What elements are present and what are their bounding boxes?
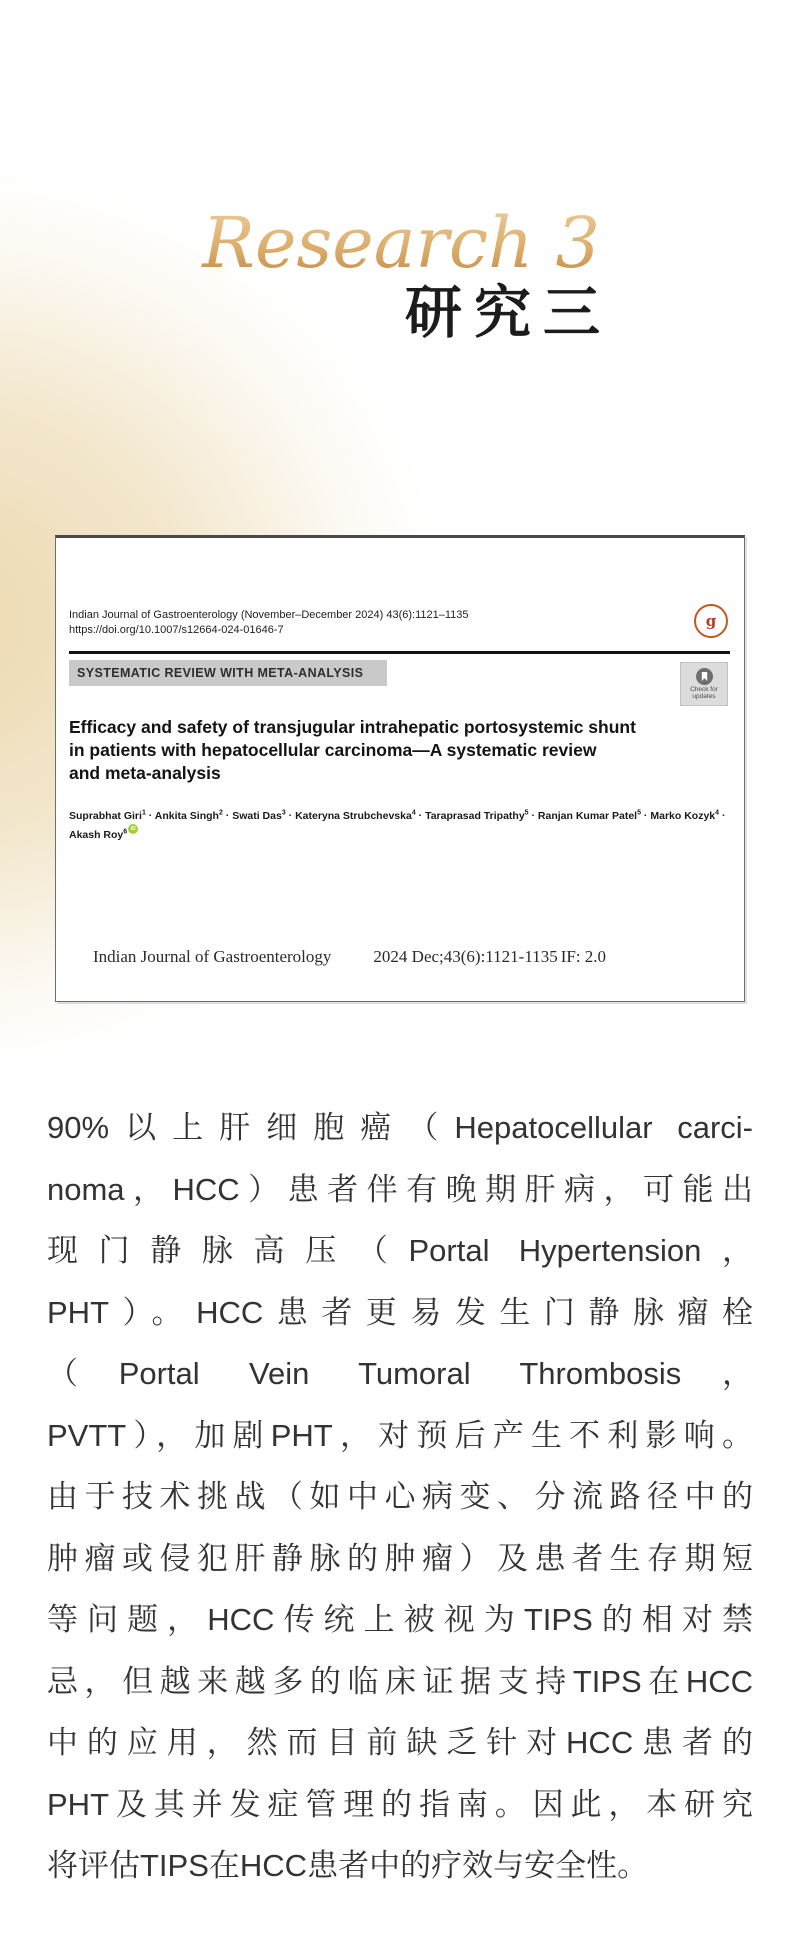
paragraph-line: （Portal Vein Tumoral Thrombosis，: [47, 1356, 753, 1391]
journal-logo-glyph: g: [705, 612, 717, 630]
journal-logo-icon: [694, 604, 728, 638]
paragraph-line: 肿瘤或侵犯肝静脉的肿瘤）及患者生存期短: [47, 1540, 753, 1576]
banner-row: [69, 660, 730, 700]
author-name: Suprabhat Giri$^1$: [69, 809, 146, 822]
author-name: Ranjan Kumar Patel$^5$: [537, 809, 642, 822]
paper-doi-link[interactable]: https://doi.org/10.1007/s12664-024-01646-7: [69, 624, 284, 636]
author-name: Taraprasad Tripathy$^5$: [425, 809, 529, 822]
paragraph-line: 忌，但越来越多的临床证据支持TIPS在HCC: [47, 1663, 753, 1699]
paragraph-line: 由于技术挑战（如中心病变、分流路径中的: [47, 1479, 753, 1514]
paragraph-line: noma，HCC）患者伴有晚期肝病，可能出: [47, 1171, 753, 1207]
bookmark-icon: [696, 668, 713, 685]
paper-header-text: [69, 608, 469, 638]
summary-paragraph: [47, 1097, 753, 1897]
check-for-updates-badge[interactable]: [680, 662, 728, 706]
author-name: Marko Kozyk$^4$: [650, 809, 720, 822]
paper-title-line: in patients with hepatocellular carcinoma—A systematic review: [69, 740, 597, 760]
author-name: Akash Roy$^6$: [69, 828, 128, 841]
paper-header-row: [69, 608, 730, 638]
paragraph-line: PHT及其并发症管理的指南。因此，本研究: [47, 1786, 753, 1822]
paragraph-line: PHT）。HCC患者更易发生门静脉瘤栓: [47, 1294, 753, 1330]
paper-title-line: Efficacy and safety of transjugular intrahepatic portosystemic shunt: [69, 717, 636, 737]
author-name: Kateryna Strubchevska$^4$: [295, 809, 416, 822]
paragraph-line: 将评估TIPS在HCC患者中的疗效与安全性。: [47, 1848, 649, 1883]
section-header: [0, 200, 612, 346]
citation-impact-factor: IF: 2.0: [560, 947, 607, 966]
citation-journal: Indian Journal of Gastroenterology: [93, 947, 332, 966]
orcid-icon[interactable]: [128, 824, 138, 834]
paragraph-line: 等问题，HCC传统上被视为TIPS的相对禁: [47, 1602, 753, 1637]
paragraph-line: PVTT），加剧PHT，对预后产生不利影响。: [47, 1417, 753, 1453]
paper-journal-line: Indian Journal of Gastroenterology (November–December 2024) 43(6):1121–1135: [69, 609, 469, 621]
paragraph-line: 现门静脉高压（Portal Hypertension，: [47, 1233, 753, 1268]
paper-screenshot-card: [55, 535, 745, 1002]
article-type-banner: SYSTEMATIC REVIEW WITH META-ANALYSIS: [69, 660, 387, 686]
citation-line: [69, 947, 730, 967]
check-badge-label: Check for updates: [690, 686, 718, 700]
paper-title: [69, 716, 730, 785]
paper-authors: Suprabhat Giri$^1$ · Ankita Singh$^2$ · Swati Das$^3$ · Kateryna Strubchevska$^4$ · Taraprasad Tripathy$^5$ · Ranjan Kumar Patel$^5$ · Marko Kozyk$^4$ · Akash Roy$^6$iD: [69, 805, 730, 843]
paragraph-line: 90%以上肝细胞癌（Hepatocellular carci-: [47, 1110, 753, 1145]
author-name: Swati Das$^3$: [232, 809, 286, 822]
paper-title-line: and meta-analysis: [69, 763, 221, 783]
paragraph-line: 中的应用，然而目前缺乏针对HCC患者的: [47, 1725, 753, 1760]
header-script-title: Research 3: [0, 200, 600, 286]
header-cn-title: 研究三: [405, 282, 612, 345]
header-divider: [69, 651, 730, 654]
citation-issue: 2024 Dec;43(6):1121-1135: [373, 947, 558, 966]
author-name: Ankita Singh$^2$: [154, 809, 223, 822]
